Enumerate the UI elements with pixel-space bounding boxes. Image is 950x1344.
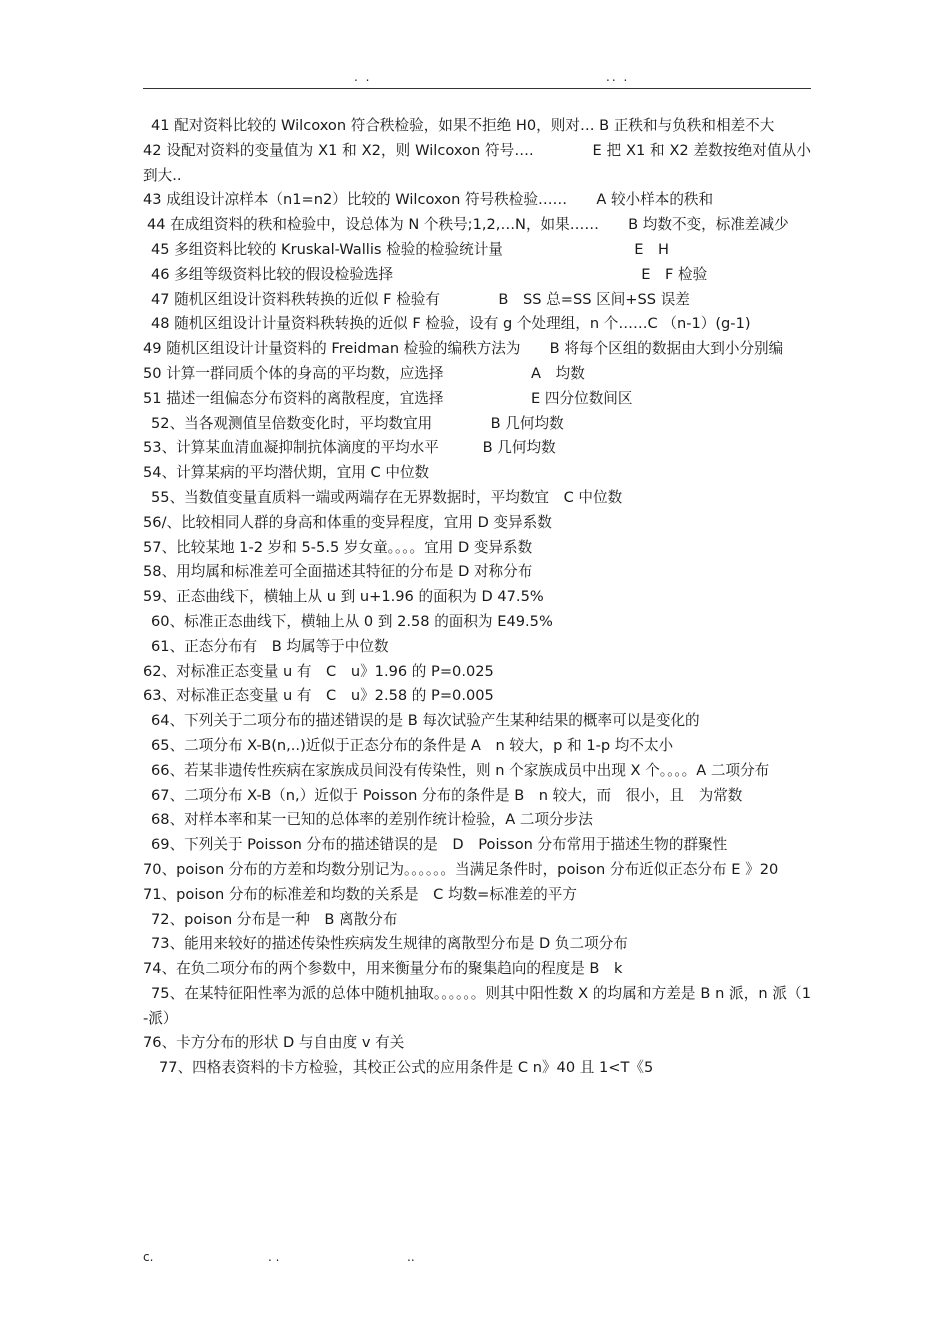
question-item: 63、对标准正态变量 u 有 C u》2.58 的 P=0.005	[143, 687, 494, 705]
header-dots-right: .. .	[606, 70, 630, 84]
question-item: 57、比较某地 1-2 岁和 5-5.5 岁女童。。。。宜用 D 变异系数	[143, 538, 533, 556]
header-rule	[143, 88, 811, 89]
question-item: 66、若某非遗传性疾病在家族成员间没有传染性，则 n 个家族成员中出现 X 个。。。。A 二项分布	[151, 761, 770, 779]
question-item: 68、对样本率和某一已知的总体率的差别作统计检验，A 二项分步法	[151, 811, 593, 829]
question-item: 75、在某特征阳性率为派的总体中随机抽取。。。。。。则其中阳性数 X 的均属和方差是 B n 派，n 派（1-派）	[143, 984, 811, 1027]
question-item: 65、二项分布 X-B(n,..)近似于正态分布的条件是 A n 较大，p 和 1-p 均不太小	[151, 736, 674, 754]
question-item: 73、能用来较好的描述传染性疾病发生规律的离散型分布是 D 负二项分布	[151, 935, 628, 953]
question-item: 53、计算某血清血凝抑制抗体滴度的平均水平 B 几何均数	[143, 439, 556, 457]
question-item: 46 多组等级资料比较的假设检验选择 E F 检验	[151, 265, 708, 283]
question-item: 72、poison 分布是一种 B 离散分布	[151, 910, 398, 928]
question-item: 56/、比较相同人群的身高和体重的变异程度，宜用 D 变异系数	[143, 513, 552, 531]
question-item: 41 配对资料比较的 Wilcoxon 符合秩检验，如果不拒绝 H0，则对… B 正秩和与负秩和相差不大	[151, 117, 775, 134]
question-item: 62、对标准正态变量 u 有 C u》1.96 的 P=0.025	[143, 662, 494, 680]
footer-left: c.	[143, 1250, 154, 1264]
question-item: 74、在负二项分布的两个参数中，用来衡量分布的聚集趋向的程度是 B k	[143, 960, 623, 978]
question-item: 71、poison 分布的标准差和均数的关系是 C 均数=标准差的平方	[143, 885, 577, 903]
question-item: 49 随机区组设计计量资料的 Freidman 检验的编秩方法为 B 将每个区组的数据由大到小分别编	[143, 340, 784, 358]
question-item: 45 多组资料比较的 Kruskal-Wallis 检验的检验统计量 E H	[151, 240, 670, 258]
question-item: 51 描述一组偏态分布资料的离散程度，宜选择 E 四分位数间区	[143, 389, 633, 407]
question-item: 77、四格表资料的卡方检验，其校正公式的应用条件是 C n》40 且 1<T《5	[159, 1059, 654, 1077]
question-item: 48 随机区组设计计量资料秩转换的近似 F 检验，设有 g 个处理组，n 个……C （n-1）(g-1)	[151, 315, 751, 333]
question-item: 43 成组设计凉样本（n1=n2）比较的 Wilcoxon 符号秩检验…… A 较小样本的秩和	[143, 191, 714, 209]
question-item: 67、二项分布 X-B（n,）近似于 Poisson 分布的条件是 B n 较大，而 很小，且 为常数	[151, 786, 743, 804]
question-item: 42 设配对资料的变量值为 X1 和 X2，则 Wilcoxon 符号…. E 把 X1 和 X2 差数按绝对值从小到大..	[143, 141, 811, 184]
question-item: 54、计算某病的平均潜伏期，宜用 C 中位数	[143, 464, 430, 482]
footer-mid: . .	[268, 1250, 280, 1264]
question-item: 59、正态曲线下，横轴上从 u 到 u+1.96 的面积为 D 47.5%	[143, 588, 544, 606]
question-item: 64、下列关于二项分布的描述错误的是 B 每次试验产生某种结果的概率可以是变化的	[151, 712, 700, 730]
question-item: 44 在成组资料的秩和检验中，设总体为 N 个秩号;1,2,…N，如果…… B 均数不变，标准差减少	[147, 216, 789, 234]
footer-right: ..	[407, 1250, 415, 1264]
header-dots-left: . .	[354, 70, 372, 84]
question-item: 58、用均属和标准差可全面描述其特征的分布是 D 对称分布	[143, 563, 533, 581]
question-item: 61、正态分布有 B 均属等于中位数	[151, 637, 389, 655]
question-item: 47 随机区组设计资料秩转换的近似 F 检验有 B SS 总=SS 区间+SS 误差	[151, 290, 690, 308]
question-item: 55、当数值变量直质料一端或两端存在无界数据时，平均数宜 C 中位数	[151, 488, 623, 506]
question-item: 76、卡方分布的形状 D 与自由度 v 有关	[143, 1034, 405, 1052]
question-item: 70、poison 分布的方差和均数分别记为。。。。。。当满足条件时，poison 分布近似正态分布 E 》20	[143, 860, 779, 878]
question-item: 50 计算一群同质个体的身高的平均数，应选择 A 均数	[143, 364, 585, 382]
question-list	[143, 114, 811, 1081]
question-item: 69、下列关于 Poisson 分布的描述错误的是 D Poisson 分布常用于描述生物的群聚性	[151, 836, 728, 854]
question-item: 60、标准正态曲线下，横轴上从 0 到 2.58 的面积为 E49.5%	[151, 612, 553, 630]
question-item: 52、当各观测值呈倍数变化时，平均数宜用 B 几何均数	[151, 414, 564, 432]
